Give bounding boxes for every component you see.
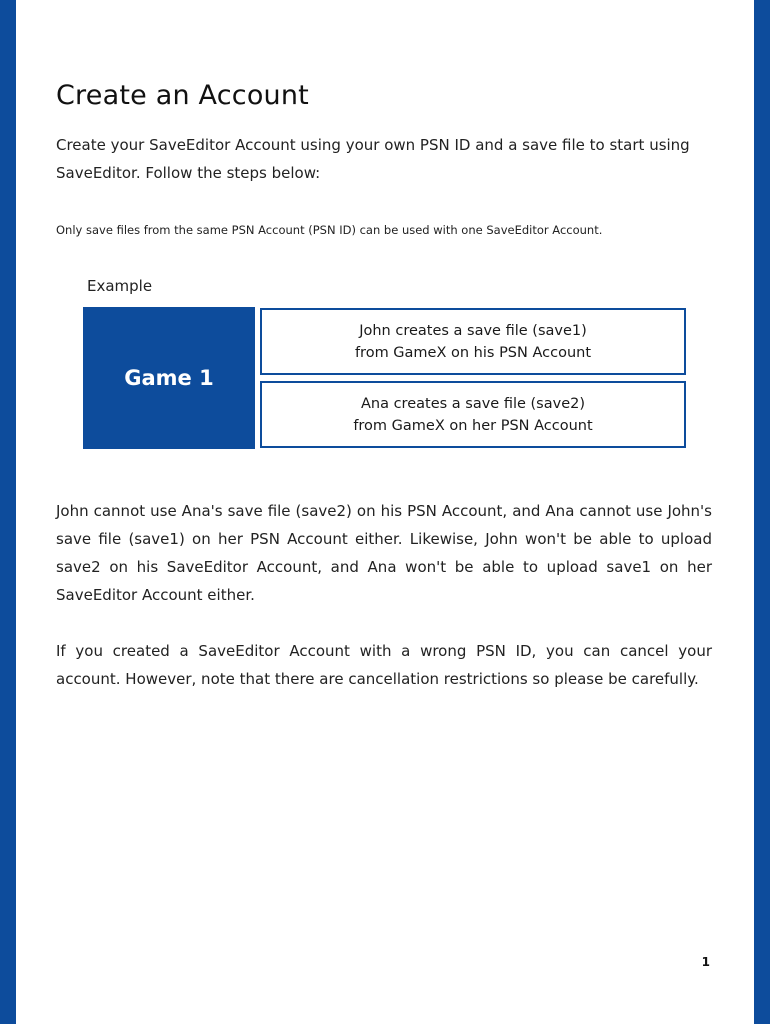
example-label: Example	[87, 277, 153, 295]
example-case-john	[260, 308, 686, 375]
intro-paragraph: Create your SaveEditor Account using your own PSN ID and a save file to start using SaveEditor. Follow the steps below:	[56, 136, 690, 182]
case-line: John creates a save file (save1)	[359, 322, 587, 339]
cancellation-paragraph: If you created a SaveEditor Account with a wrong PSN ID, you can cancel your account. However, note that there are cancellation restrictions so please be carefully.	[56, 642, 712, 688]
page-title: Create an Account	[56, 80, 309, 111]
note-text: Only save files from the same PSN Account (PSN ID) can be used with one SaveEditor Account.	[56, 223, 603, 237]
case-line: from GameX on her PSN Account	[353, 417, 593, 434]
example-case-ana	[260, 381, 686, 448]
game-box	[83, 307, 255, 449]
right-accent-bar	[754, 0, 770, 1024]
case-line: Ana creates a save file (save2)	[360, 395, 585, 412]
page-number: 1	[701, 955, 710, 969]
game-label: Game 1	[124, 366, 214, 390]
left-accent-bar	[0, 0, 16, 1024]
case-line: from GameX on his PSN Account	[354, 344, 592, 361]
explanation-paragraph: John cannot use Ana's save file (save2) on his PSN Account, and Ana cannot use John's save file (save1) on her PSN Account either. Likewise, John won't be able to upload save2 on his SaveEditor Account, and Ana won't be able to upload save1 on her SaveEditor Account either.	[56, 502, 712, 604]
